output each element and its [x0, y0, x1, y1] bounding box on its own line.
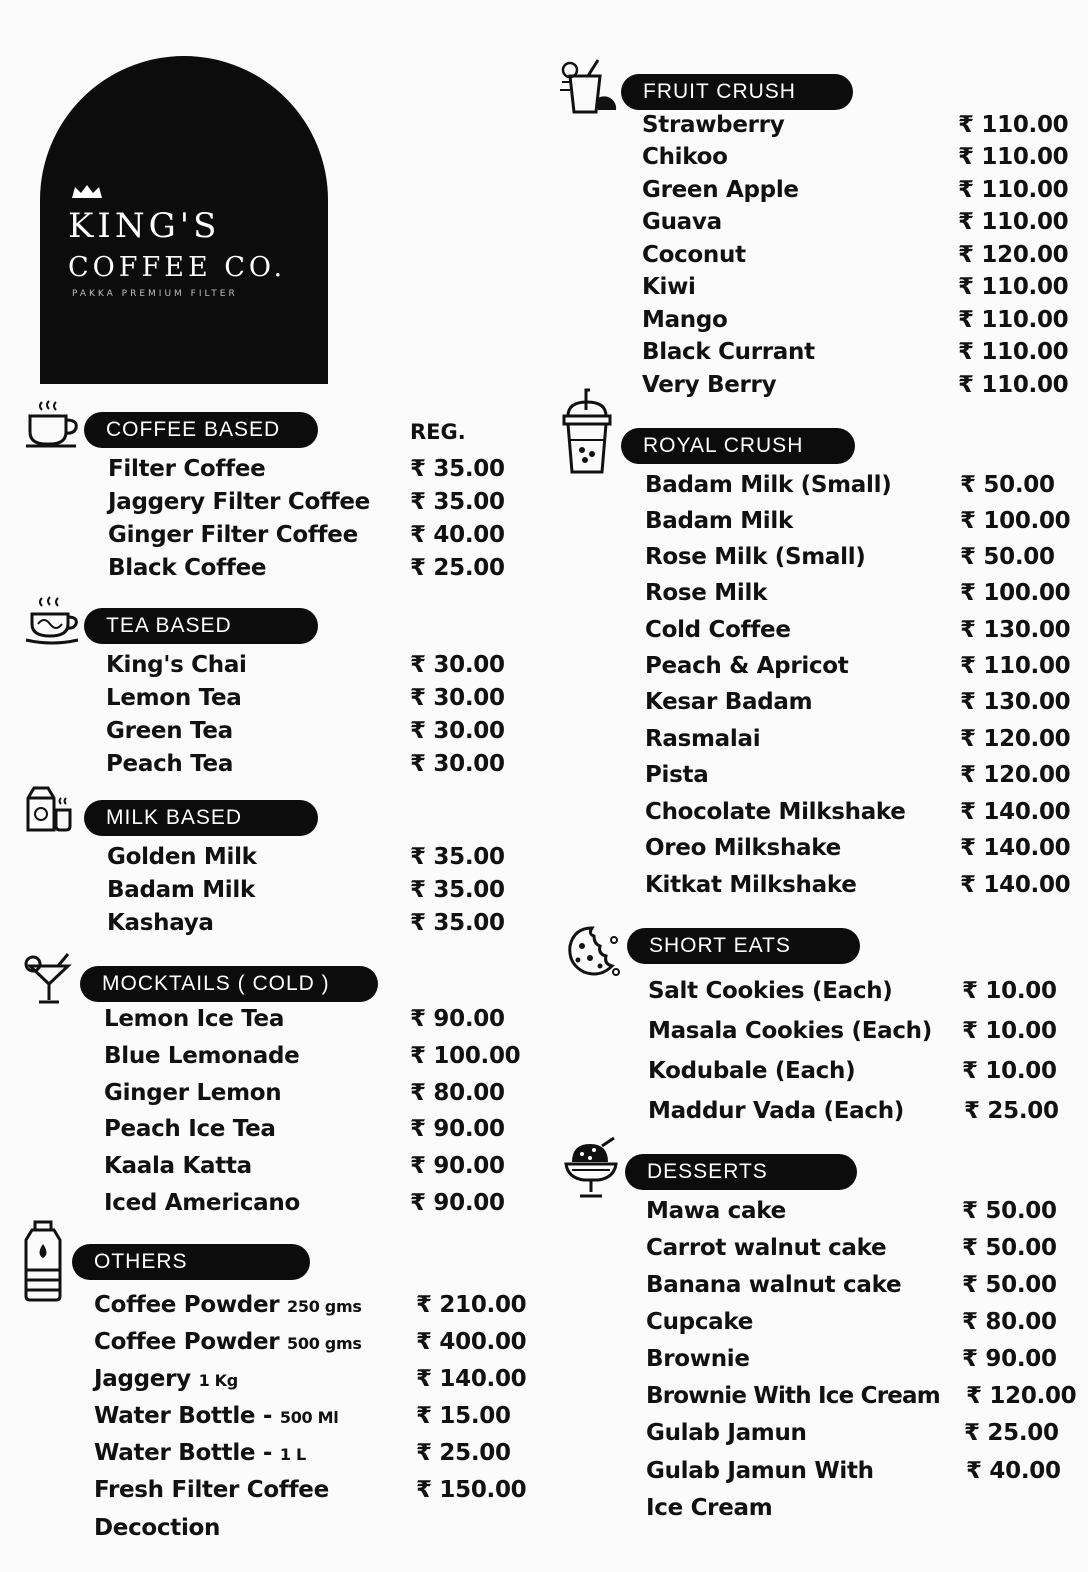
ice-cream-sundae-icon	[562, 1136, 620, 1200]
list-item: Rasmalai ₹ 120.00	[645, 726, 1071, 752]
crown-icon	[70, 184, 104, 200]
list-item: Salt Cookies (Each) ₹ 10.00	[648, 978, 1057, 1004]
list-item: Rose Milk ₹ 100.00	[645, 580, 1071, 606]
list-item: Green Tea ₹ 30.00	[106, 718, 505, 744]
list-item: Strawberry ₹ 110.00	[642, 112, 1069, 138]
list-item: Gulab Jamun With ₹ 40.00	[646, 1458, 1061, 1484]
list-item: Water Bottle - 1 L ₹ 25.00	[94, 1440, 511, 1466]
fruit-crush-list	[642, 112, 1082, 412]
list-item: Lemon Ice Tea ₹ 90.00	[104, 1006, 505, 1032]
fruit-juice-icon	[558, 58, 620, 116]
list-item: Jaggery 1 Kg ₹ 140.00	[94, 1366, 527, 1392]
list-item: Filter Coffee ₹ 35.00	[108, 456, 505, 482]
section-title-tea-based: TEA BASED	[84, 608, 318, 644]
list-item: Blue Lemonade ₹ 100.00	[104, 1043, 521, 1069]
section-title-fruit-crush: FRUIT CRUSH	[621, 74, 853, 110]
list-item: Cupcake ₹ 80.00	[646, 1309, 1057, 1335]
list-item: Ginger Lemon ₹ 80.00	[104, 1080, 505, 1106]
desserts-list	[646, 1198, 1086, 1538]
list-item: Chocolate Milkshake ₹ 140.00	[645, 799, 1071, 825]
list-item: Green Apple ₹ 110.00	[642, 177, 1069, 203]
list-item: Ginger Filter Coffee ₹ 40.00	[108, 522, 505, 548]
cookie-icon	[564, 924, 622, 978]
list-item: Rose Milk (Small) ₹ 50.00	[645, 544, 1055, 570]
list-item: Peach & Apricot ₹ 110.00	[645, 653, 1071, 679]
others-list	[94, 1292, 554, 1562]
list-item: Jaggery Filter Coffee ₹ 35.00	[108, 489, 505, 515]
list-item: Kesar Badam ₹ 130.00	[645, 689, 1071, 715]
mocktails-list	[104, 1006, 534, 1216]
list-item: Badam Milk (Small) ₹ 50.00	[645, 472, 1055, 498]
tea-based-list	[106, 652, 526, 792]
list-item: Oreo Milkshake ₹ 140.00	[645, 835, 1071, 861]
list-item: King's Chai ₹ 30.00	[106, 652, 505, 678]
section-title-coffee-based: COFFEE BASED	[84, 412, 318, 448]
section-title-mocktails: MOCKTAILS ( COLD )	[80, 966, 378, 1002]
list-item: Brownie With Ice Cream ₹ 120.00	[646, 1383, 1077, 1409]
list-item: Decoction	[94, 1515, 221, 1541]
list-item: Cold Coffee ₹ 130.00	[645, 617, 1071, 643]
section-title-royal-crush: ROYAL CRUSH	[621, 428, 855, 464]
tea-cup-icon	[24, 594, 80, 646]
list-item: Kitkat Milkshake ₹ 140.00	[645, 872, 1071, 898]
list-item: Carrot walnut cake ₹ 50.00	[646, 1235, 1057, 1261]
list-item: Lemon Tea ₹ 30.00	[106, 685, 505, 711]
list-item: Pista ₹ 120.00	[645, 762, 1071, 788]
royal-crush-list	[645, 472, 1085, 902]
brand-name-line2: COFFEE CO.	[68, 252, 287, 283]
list-item: Kiwi ₹ 110.00	[642, 274, 1069, 300]
list-item: Black Coffee ₹ 25.00	[108, 555, 505, 581]
list-item: Iced Americano ₹ 90.00	[104, 1190, 505, 1216]
list-item: Fresh Filter Coffee ₹ 150.00	[94, 1477, 527, 1503]
list-item: Kashaya ₹ 35.00	[107, 910, 505, 936]
list-item: Brownie ₹ 90.00	[646, 1346, 1057, 1372]
list-item: Ice Cream	[646, 1495, 773, 1521]
list-item: Peach Ice Tea ₹ 90.00	[104, 1116, 505, 1142]
milk-carton-icon	[22, 784, 76, 834]
list-item: Golden Milk ₹ 35.00	[107, 844, 505, 870]
milkshake-cup-icon	[560, 388, 614, 476]
list-item: Badam Milk ₹ 100.00	[645, 508, 1071, 534]
brand-logo	[40, 56, 328, 384]
brand-tagline: PAKKA PREMIUM FILTER	[72, 289, 238, 299]
cocktail-glass-icon	[22, 952, 74, 1006]
list-item: Black Currant ₹ 110.00	[642, 339, 1069, 365]
list-item: Coffee Powder 250 gms ₹ 210.00	[94, 1292, 527, 1318]
list-item: Coffee Powder 500 gms ₹ 400.00	[94, 1329, 527, 1355]
coffee-based-list	[108, 456, 528, 596]
list-item: Kaala Katta ₹ 90.00	[104, 1153, 505, 1179]
section-title-desserts: DESSERTS	[625, 1154, 857, 1190]
reg-column-header: REG.	[410, 420, 466, 444]
list-item: Badam Milk ₹ 35.00	[107, 877, 505, 903]
water-bottle-icon	[22, 1220, 64, 1302]
short-eats-list	[648, 978, 1088, 1128]
list-item: Water Bottle - 500 Ml ₹ 15.00	[94, 1403, 511, 1429]
section-title-short-eats: SHORT EATS	[627, 928, 860, 964]
section-title-others: OTHERS	[72, 1244, 310, 1280]
list-item: Chikoo ₹ 110.00	[642, 144, 1069, 170]
list-item: Very Berry ₹ 110.00	[642, 372, 1069, 398]
list-item: Maddur Vada (Each) ₹ 25.00	[648, 1098, 1059, 1124]
brand-name-line1: KING'S	[68, 206, 221, 246]
list-item: Mango ₹ 110.00	[642, 307, 1069, 333]
list-item: Coconut ₹ 120.00	[642, 242, 1069, 268]
list-item: Masala Cookies (Each) ₹ 10.00	[648, 1018, 1057, 1044]
milk-based-list	[107, 844, 527, 954]
section-title-milk-based: MILK BASED	[84, 800, 318, 836]
list-item: Mawa cake ₹ 50.00	[646, 1198, 1057, 1224]
list-item: Kodubale (Each) ₹ 10.00	[648, 1058, 1057, 1084]
list-item: Banana walnut cake ₹ 50.00	[646, 1272, 1057, 1298]
coffee-cup-icon	[24, 398, 80, 450]
list-item: Peach Tea ₹ 30.00	[106, 751, 505, 777]
list-item: Guava ₹ 110.00	[642, 209, 1069, 235]
list-item: Gulab Jamun ₹ 25.00	[646, 1420, 1059, 1446]
